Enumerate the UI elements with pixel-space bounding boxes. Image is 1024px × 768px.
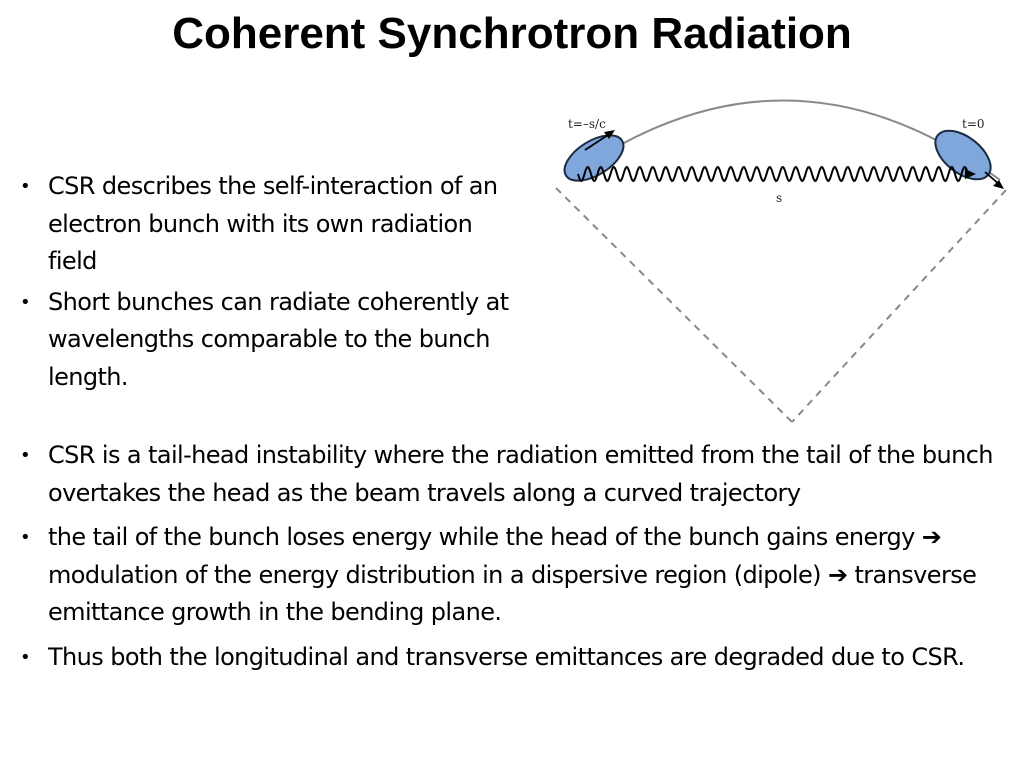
bullet-dot: • (20, 646, 31, 668)
path-length-label: s (776, 191, 783, 205)
bullet-text: CSR is a tail-head instability where the radiation emitted from the tail of the bunch overtakes the head as the beam travels along a curved trajectory (48, 441, 993, 507)
bullet-dot: • (20, 527, 31, 548)
bullet-text: Thus both the longitudinal and transverse emittances are degraded due to CSR. (48, 642, 965, 671)
bullet-item (10, 284, 520, 397)
bullet-text: the tail of the bunch loses energy while the head of the bunch gains energy ➔ modulation of the energy distribution in a dispersive region (dipole) ➔ transverse emittance growth in the bending plane. (48, 523, 977, 626)
bullet-dot: • (20, 176, 31, 197)
top-bullet-list (10, 168, 520, 399)
bullet-item (10, 168, 520, 281)
radius-line-left (556, 188, 792, 422)
bullet-item (10, 639, 1022, 677)
bottom-bullet-list (10, 437, 1022, 683)
bullet-dot: • (20, 291, 31, 313)
slide-title: Coherent Synchrotron Radiation (172, 9, 852, 58)
radius-line-right (792, 190, 1006, 422)
bullet-text: CSR describes the self-interaction of an electron bunch with its own radiation field (48, 172, 498, 275)
head-time-label: t=0 (962, 117, 985, 131)
bullet-dot: • (20, 445, 31, 466)
csr-geometry-diagram (540, 85, 1020, 430)
bullet-item (10, 437, 1022, 512)
head-bunch-ellipse (927, 121, 1000, 189)
radiation-wave (578, 167, 968, 181)
bullet-text: Short bunches can radiate coherently at wavelengths comparable to the bunch length. (48, 287, 509, 391)
tail-time-label: t=–s/c (568, 117, 606, 131)
bullet-item (10, 519, 1022, 632)
